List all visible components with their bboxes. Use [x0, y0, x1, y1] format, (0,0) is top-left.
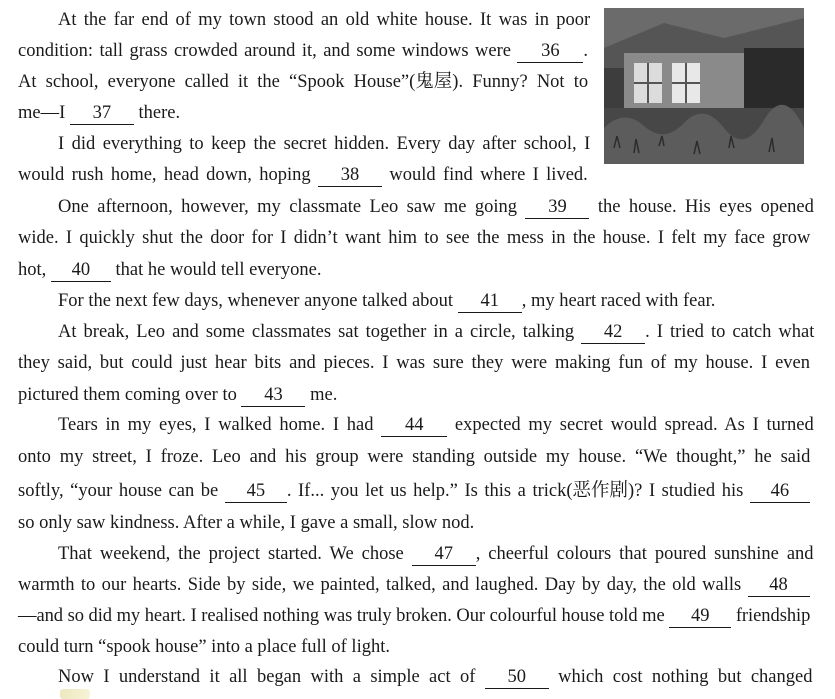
text-segment: would find where I lived.: [382, 165, 588, 185]
text-line: [18, 37, 588, 65]
answer-blank[interactable]: 39: [525, 196, 589, 219]
answer-blank[interactable]: 48: [748, 574, 810, 597]
answer-blank[interactable]: 46: [750, 480, 810, 503]
text-line: [18, 443, 810, 471]
text-segment: pictured them coming over to: [18, 385, 242, 405]
answer-blank[interactable]: 47: [412, 543, 476, 566]
text-line: [18, 381, 337, 409]
text-segment: Tears in my eyes, I walked home. I had: [58, 415, 382, 435]
text-segment: could turn “spook house” into a place full of light.: [18, 637, 390, 657]
text-line: [18, 602, 810, 630]
answer-blank[interactable]: 44: [381, 414, 447, 437]
text-segment: would rush home, head down, hoping: [18, 165, 318, 185]
text-segment: For the next few days, whenever anyone talked about: [58, 291, 458, 311]
text-line: [58, 130, 590, 158]
text-segment: At school, everyone called it the “Spook House”(鬼屋). Funny? Not to: [18, 72, 589, 92]
answer-blank[interactable]: 37: [70, 102, 134, 125]
text-line: [58, 6, 590, 34]
answer-blank[interactable]: 49: [669, 605, 731, 628]
highlight-mark: [60, 689, 90, 699]
text-line: [58, 540, 814, 568]
text-line: [18, 99, 180, 127]
text-segment: expected my secret would spread. As I turned: [447, 415, 814, 435]
text-segment: At the far end of my town stood an old white house. It was in poor: [58, 10, 591, 30]
text-segment: . If... you let us help.” Is this a trick(恶作剧)? I studied his: [286, 481, 750, 501]
text-segment: me—I: [18, 103, 70, 123]
text-segment: condition: tall grass crowded around it, and some windows were: [18, 41, 518, 61]
text-segment: me.: [305, 385, 338, 405]
answer-blank[interactable]: 38: [318, 164, 382, 187]
text-segment: —and so did my heart. I realised nothing was truly broken. Our colourful house told me: [18, 606, 670, 626]
text-line: [18, 161, 588, 189]
text-segment: , cheerful colours that poured sunshine and: [475, 544, 814, 564]
text-segment: onto my street, I froze. Leo and his group were standing outside my house. “We thought,” he said: [18, 447, 811, 467]
answer-blank[interactable]: 45: [225, 480, 287, 503]
text-line: [18, 571, 810, 599]
text-line: [18, 509, 474, 537]
text-line: [58, 193, 814, 221]
house-photo: [604, 8, 804, 164]
answer-blank[interactable]: 43: [241, 384, 305, 407]
text-segment: Now I understand it all began with a simple act of: [58, 667, 485, 687]
text-segment: friendship: [731, 606, 811, 626]
text-line: [18, 477, 810, 505]
text-segment: there.: [133, 103, 181, 123]
text-line: [58, 663, 812, 691]
text-segment: That weekend, the project started. We chose: [58, 544, 412, 564]
text-line: [18, 633, 390, 661]
text-line: [18, 68, 588, 96]
text-segment: warmth to our hearts. Side by side, we painted, talked, and laughed. Day by day, the old walls: [18, 575, 748, 595]
text-line: [18, 349, 810, 377]
text-segment: the house. His eyes opened: [589, 197, 814, 217]
text-segment: , my heart raced with fear.: [521, 291, 716, 311]
text-segment: that he would tell everyone.: [110, 260, 322, 280]
text-segment: . I tried to catch what: [645, 322, 815, 342]
answer-blank[interactable]: 41: [458, 290, 522, 313]
text-line: [18, 256, 322, 284]
house-photo-image: [604, 8, 804, 164]
answer-blank[interactable]: 40: [51, 259, 111, 282]
text-line: [58, 411, 814, 439]
text-segment: At break, Leo and some classmates sat together in a circle, talking: [58, 322, 582, 342]
text-line: [58, 318, 814, 346]
answer-blank[interactable]: 50: [485, 666, 549, 689]
text-segment: I did everything to keep the secret hidden. Every day after school, I: [58, 134, 591, 154]
text-segment: they said, but could just hear bits and pieces. I was sure they were making fun of my house. I even: [18, 353, 810, 373]
text-segment: hot,: [18, 260, 51, 280]
text-line: [18, 224, 810, 252]
text-segment: so only saw kindness. After a while, I gave a small, slow nod.: [18, 513, 475, 533]
answer-blank[interactable]: 36: [517, 40, 583, 63]
text-segment: which cost nothing but changed: [548, 667, 813, 687]
text-segment: wide. I quickly shut the door for I didn’t want him to see the mess in the house. I felt my face grow: [18, 228, 811, 248]
text-line: [58, 287, 715, 315]
text-segment: softly, “your house can be: [18, 481, 225, 501]
answer-blank[interactable]: 42: [581, 321, 645, 344]
text-segment: .: [583, 41, 589, 61]
text-segment: One afternoon, however, my classmate Leo saw me going: [58, 197, 526, 217]
